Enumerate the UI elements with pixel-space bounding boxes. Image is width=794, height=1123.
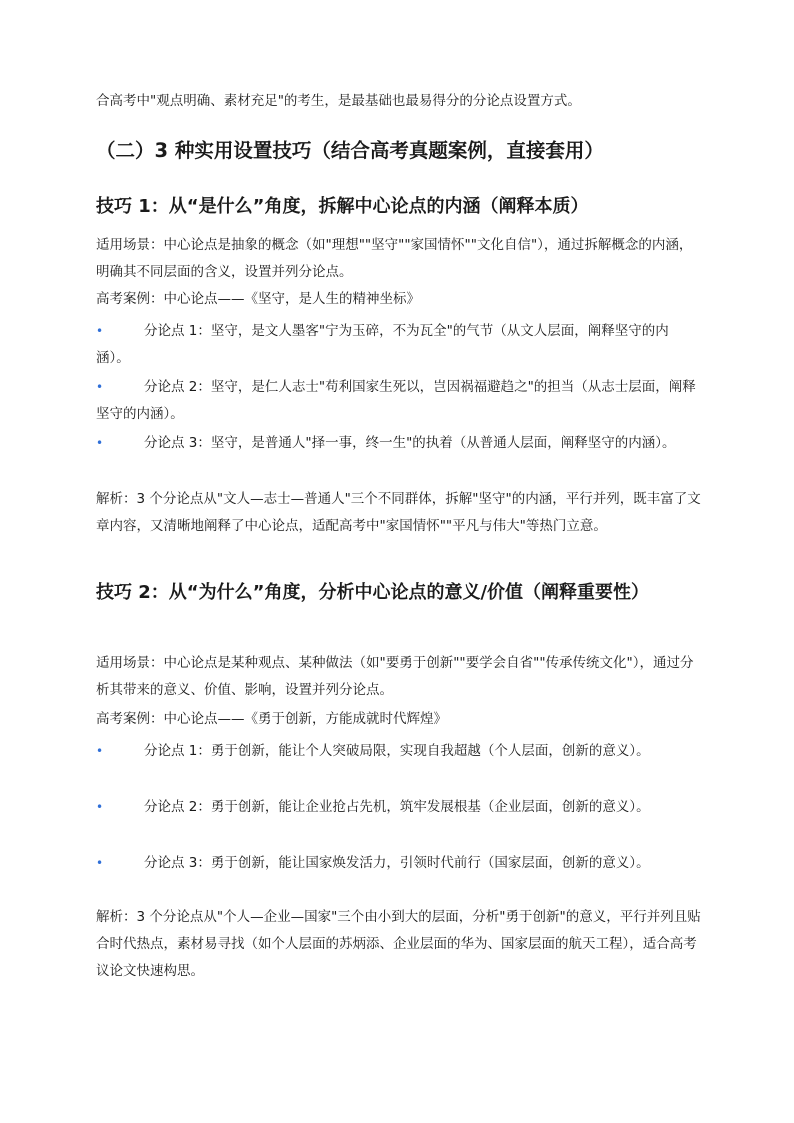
tip1-bullet-text: 分论点 1：坚守，是文人墨客"宁为玉碎，不为瓦全"的气节（从文人层面，阐释坚守的内涵）。 <box>96 323 669 366</box>
tip2-analysis: 解析：3 个分论点从"个人—企业—国家"三个由小到大的层面，分析"勇于创新"的意义，平行并列且贴合时代热点，素材易寻找（如个人层面的苏炳添、企业层面的华为、国家层面的航天工程），适合高考议论文快速构思。 <box>96 909 701 979</box>
tip1-analysis: 解析：3 个分论点从"文人—志士—普通人"三个不同群体，拆解"坚守"的内涵，平行并列，既丰富了文章内容，又清晰地阐释了中心论点，适配高考中"家国情怀""平凡与伟大"等热门立意。 <box>96 491 701 534</box>
tip2-bullet-text: 分论点 3：勇于创新，能让国家焕发活力，引领时代前行（国家层面，创新的意义）。 <box>144 855 650 871</box>
tip1-bullet-item <box>96 318 702 372</box>
tip2-bullet-text: 分论点 1：勇于创新，能让个人突破局限，实现自我超越（个人层面，创新的意义）。 <box>144 743 650 759</box>
tip1-bullet-text: 分论点 3：坚守，是普通人"择一事，终一生"的执着（从普通人层面，阐释坚守的内涵）。 <box>144 435 676 451</box>
tip2-bullet-item <box>96 794 702 821</box>
tip1-bullet-text: 分论点 2：坚守，是仁人志士"苟利国家生死以，岂因祸福避趋之"的担当（从志士层面，阐释坚守的内涵）。 <box>96 379 696 422</box>
bullet-icon: • <box>96 800 104 814</box>
tip2-heading: 技巧 2：从“为什么”角度，分析中心论点的意义/价值（阐释重要性） <box>96 582 650 603</box>
bullet-icon: • <box>96 856 104 870</box>
tip1-example: 高考案例：中心论点——《坚守，是人生的精神坐标》 <box>96 291 420 307</box>
bullet-icon: • <box>96 324 104 338</box>
bullet-icon: • <box>96 380 104 394</box>
bullet-icon: • <box>96 744 104 758</box>
tip1-scene: 适用场景：中心论点是抽象的概念（如"理想""坚守""家国情怀""文化自信"），通过拆解概念的内涵，明确其不同层面的含义，设置并列分论点。 <box>96 237 693 280</box>
tip1-heading: 技巧 1：从“是什么”角度，拆解中心论点的内涵（阐释本质） <box>96 196 589 217</box>
bullet-icon: • <box>96 436 104 450</box>
tip2-bullet-item <box>96 738 702 765</box>
tip2-example: 高考案例：中心论点——《勇于创新，方能成就时代辉煌》 <box>96 711 447 727</box>
tip2-scene: 适用场景：中心论点是某种观点、某种做法（如"要勇于创新""要学会自省""传承传统文化"），通过分析其带来的意义、价值、影响，设置并列分论点。 <box>96 655 694 698</box>
section-heading: （二）3 种实用设置技巧（结合高考真题案例，直接套用） <box>96 139 604 162</box>
tip1-bullet-item <box>96 430 702 457</box>
tip2-bullet-text: 分论点 2：勇于创新，能让企业抢占先机，筑牢发展根基（企业层面，创新的意义）。 <box>144 799 650 815</box>
tip2-bullet-item <box>96 850 702 877</box>
tip1-bullet-item <box>96 374 702 428</box>
intro-paragraph: 合高考中"观点明确、素材充足"的考生，是最基础也最易得分的分论点设置方式。 <box>96 93 581 109</box>
